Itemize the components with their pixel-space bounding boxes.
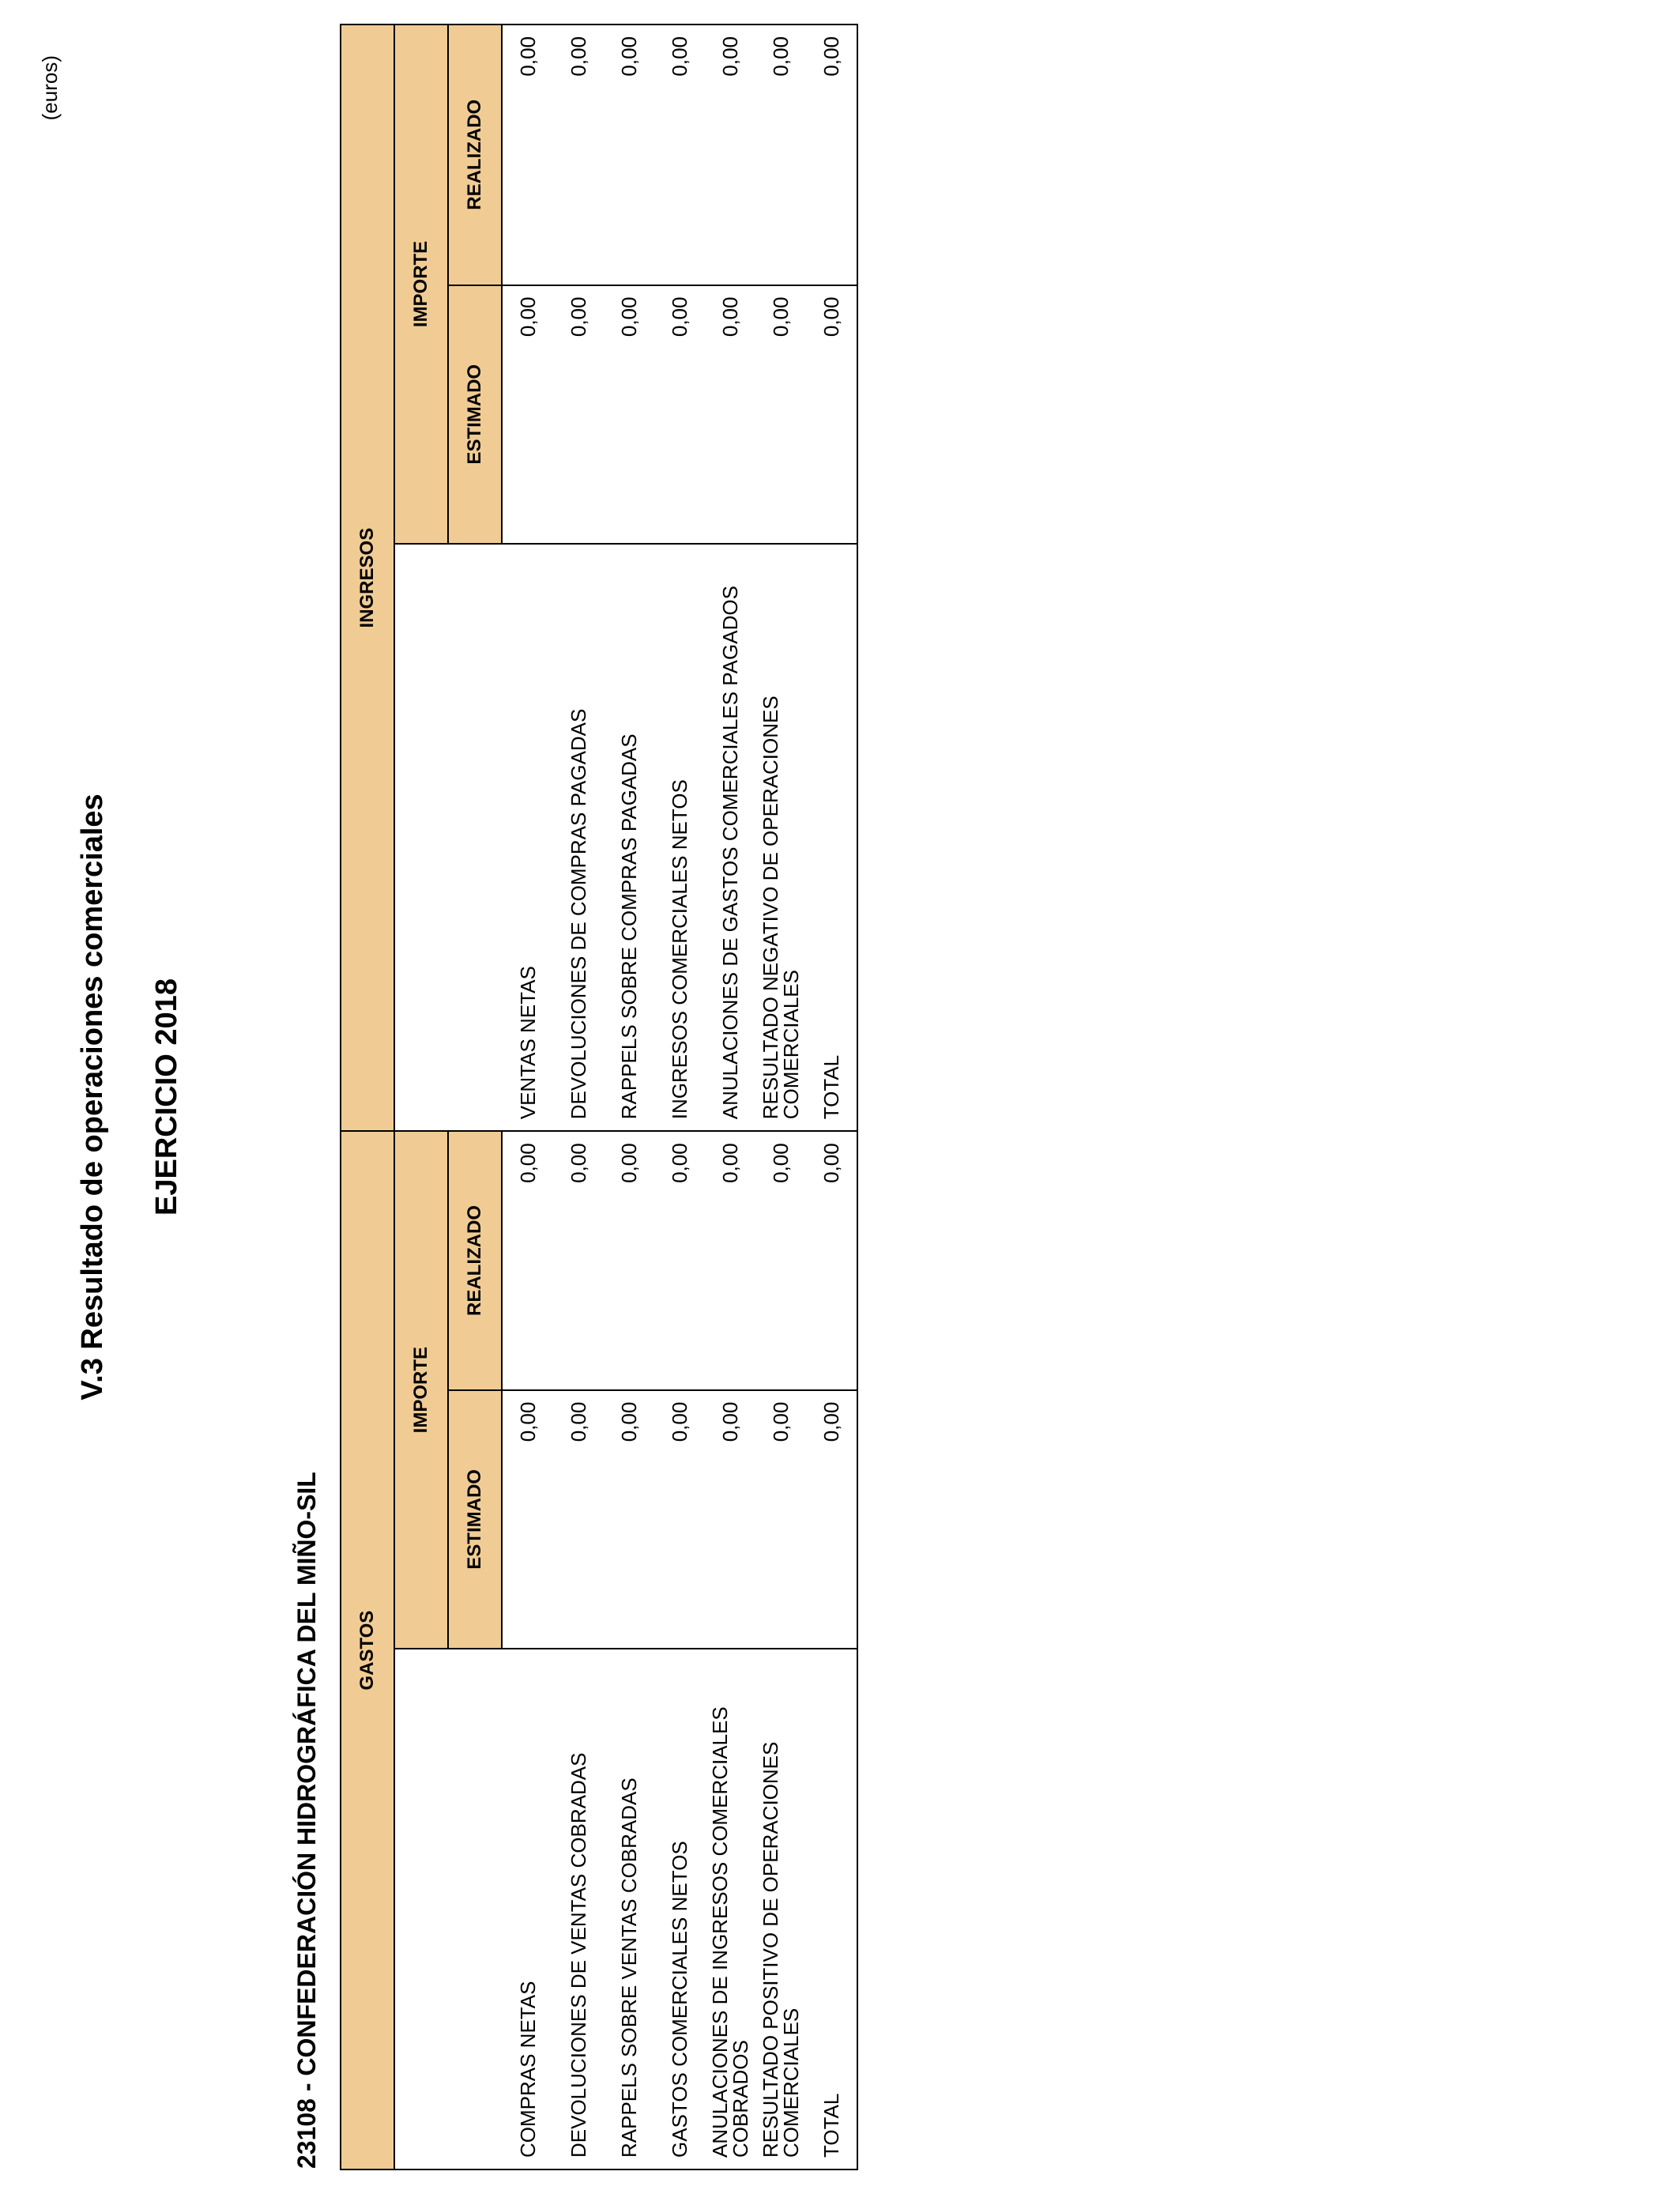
gastos-concept: DEVOLUCIONES DE VENTAS COBRADAS <box>553 1649 604 2169</box>
gastos-estimado-value: 0,00 <box>502 1390 553 1649</box>
ingresos-realizado-value: 0,00 <box>705 25 755 285</box>
gastos-estimado-value: 0,00 <box>705 1390 755 1649</box>
ingresos-realizado-value: 0,00 <box>654 25 705 285</box>
ingresos-concept-header <box>394 544 502 1131</box>
gastos-concept: RAPPELS SOBRE VENTAS COBRADAS <box>604 1649 654 2169</box>
ingresos-realizado-value: 0,00 <box>755 25 806 285</box>
gastos-realizado-value: 0,00 <box>604 1131 654 1389</box>
ingresos-estimado-value: 0,00 <box>755 285 806 544</box>
ingresos-estimado-value: 0,00 <box>604 285 654 544</box>
gastos-concept: COMPRAS NETAS <box>502 1649 553 2169</box>
ingresos-estimado-value: 0,00 <box>705 285 755 544</box>
ingresos-estimado-header: ESTIMADO <box>448 285 502 544</box>
gastos-concept: RESULTADO POSITIVO DE OPERACIONES COMERCIALES <box>755 1649 806 2169</box>
operations-table <box>340 24 858 2170</box>
gastos-concept-header <box>394 1649 502 2169</box>
page-subtitle: EJERCICIO 2018 <box>150 978 183 1216</box>
ingresos-header: INGRESOS <box>341 25 394 1131</box>
gastos-realizado-value: 0,00 <box>755 1131 806 1389</box>
ingresos-concept: RESULTADO NEGATIVO DE OPERACIONES COMERCIALES <box>755 544 806 1131</box>
gastos-estimado-value: 0,00 <box>553 1390 604 1649</box>
gastos-estimado-header: ESTIMADO <box>448 1390 502 1649</box>
gastos-estimado-value: 0,00 <box>604 1390 654 1649</box>
table-row <box>604 25 654 2169</box>
page-title: V.3 Resultado de operaciones comerciales <box>76 794 109 1400</box>
ingresos-estimado-value: 0,00 <box>654 285 705 544</box>
gastos-realizado-value: 0,00 <box>654 1131 705 1389</box>
ingresos-importe-header: IMPORTE <box>394 25 448 544</box>
units-label: (euros) <box>38 55 62 121</box>
entity-name: 23108 - CONFEDERACIÓN HIDROGRÁFICA DEL MIÑO-SIL <box>292 1472 321 2169</box>
table-row-total <box>806 25 857 2169</box>
gastos-total-realizado: 0,00 <box>806 1131 857 1389</box>
ingresos-realizado-value: 0,00 <box>553 25 604 285</box>
gastos-concept: GASTOS COMERCIALES NETOS <box>654 1649 705 2169</box>
gastos-header: GASTOS <box>341 1131 394 2169</box>
ingresos-total-realizado: 0,00 <box>806 25 857 285</box>
ingresos-total-label: TOTAL <box>806 544 857 1131</box>
gastos-concept: ANULACIONES DE INGRESOS COMERCIALES COBRADOS <box>705 1649 755 2169</box>
ingresos-concept: DEVOLUCIONES DE COMPRAS PAGADAS <box>553 544 604 1131</box>
ingresos-concept: ANULACIONES DE GASTOS COMERCIALES PAGADOS <box>705 544 755 1131</box>
table-row <box>553 25 604 2169</box>
gastos-realizado-header: REALIZADO <box>448 1131 502 1389</box>
table-row <box>755 25 806 2169</box>
ingresos-realizado-header: REALIZADO <box>448 25 502 285</box>
ingresos-estimado-value: 0,00 <box>553 285 604 544</box>
table-row <box>654 25 705 2169</box>
gastos-total-label: TOTAL <box>806 1649 857 2169</box>
ingresos-estimado-value: 0,00 <box>502 285 553 544</box>
ingresos-realizado-value: 0,00 <box>604 25 654 285</box>
table-row <box>502 25 553 2169</box>
ingresos-concept: VENTAS NETAS <box>502 544 553 1131</box>
gastos-total-estimado: 0,00 <box>806 1390 857 1649</box>
table-row <box>705 25 755 2169</box>
ingresos-realizado-value: 0,00 <box>502 25 553 285</box>
gastos-realizado-value: 0,00 <box>553 1131 604 1389</box>
ingresos-concept: INGRESOS COMERCIALES NETOS <box>654 544 705 1131</box>
gastos-realizado-value: 0,00 <box>705 1131 755 1389</box>
gastos-estimado-value: 0,00 <box>755 1390 806 1649</box>
ingresos-total-estimado: 0,00 <box>806 285 857 544</box>
gastos-realizado-value: 0,00 <box>502 1131 553 1389</box>
ingresos-concept: RAPPELS SOBRE COMPRAS PAGADAS <box>604 544 654 1131</box>
gastos-estimado-value: 0,00 <box>654 1390 705 1649</box>
gastos-importe-header: IMPORTE <box>394 1131 448 1649</box>
